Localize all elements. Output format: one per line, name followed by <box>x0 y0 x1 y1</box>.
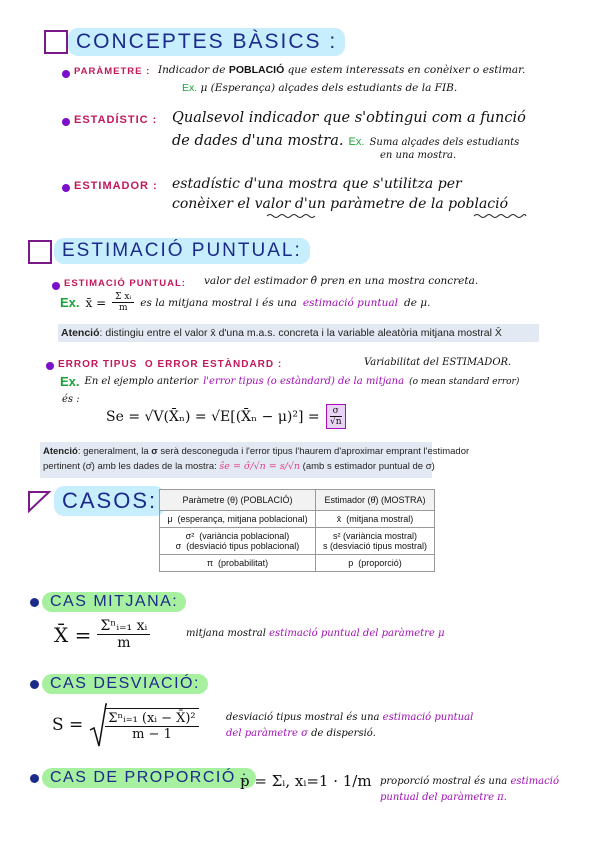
proporcio-colored2: puntual del paràmetre π. <box>380 792 507 803</box>
bullet-icon <box>52 282 60 290</box>
estimacio-ex-colored: estimació puntual <box>302 296 399 309</box>
atencio-box-2 <box>40 442 470 478</box>
error-ex-text-pre: En el ejemplo anterior <box>84 376 199 387</box>
estimacio-definition: valor del estimador θ̂ pren en una mostra concreta. <box>204 275 479 287</box>
bullet-icon <box>30 774 39 783</box>
error-formula <box>106 404 346 429</box>
estimador-line1: estadístic d'una mostra que s'utilitza per <box>172 176 462 192</box>
parametre-text-bold: POBLACIÓ <box>228 64 285 76</box>
estadistic-ex-text: Suma alçades dels estudiants <box>369 137 520 148</box>
estimador-line2: conèixer el valor d'un paràmetre de la població <box>172 196 509 212</box>
estimacio-example <box>60 292 430 313</box>
table-cell: p (proporció) <box>315 555 434 572</box>
term-parametre: PARÀMETRE : <box>74 66 151 77</box>
checkbox-icon <box>28 240 52 264</box>
atencio2-text1: : generalment, la <box>77 446 152 457</box>
atencio2-bold1: Atenció <box>43 446 78 457</box>
bullet-icon <box>46 362 54 370</box>
atencio2-bold2: σ <box>151 446 158 457</box>
section-title-conceptes: CONCEPTES BÀSICS : <box>68 28 345 56</box>
bullet-icon <box>62 118 70 126</box>
estadistic-line2-text: de dades d'una mostra. <box>172 133 344 149</box>
section-title-estimacio: ESTIMACIÓ PUNTUAL: <box>54 238 310 264</box>
term-estadistic: ESTADÍSTIC : <box>74 114 158 126</box>
estadistic-line2 <box>172 130 519 149</box>
atencio2-text2: serà desconeguda i l'error tipus l'haurem d'aproximar emprant l'estimador <box>157 446 470 457</box>
parametre-definition <box>158 64 525 76</box>
atencio1-bold: Atenció <box>61 327 100 339</box>
error-example <box>60 374 519 389</box>
proporcio-formula: p = Σᵢ, xᵢ=1 · 1/m <box>240 772 372 790</box>
bullet-icon <box>30 680 39 689</box>
error-formula-text: Se = √V(X̄ₙ) = √E[(X̄ₙ − μ)²] = <box>106 408 320 425</box>
table-cell: x̄ (mitjana mostral) <box>315 511 434 528</box>
proporcio-colored1: estimació <box>510 776 559 787</box>
error-ex-colored: l'error tipus (o estàndard) de la mitjana <box>203 376 405 387</box>
underline-wavy-icon <box>474 213 526 219</box>
term-estimacio-puntual: ESTIMACIÓ PUNTUAL: <box>64 278 186 289</box>
cas-mitjana-title: CAS MITJANA: <box>42 592 186 612</box>
estimacio-ex-label: Ex. <box>60 295 80 310</box>
mitjana-lhs: X̄ = <box>54 622 92 647</box>
parametre-example <box>182 82 457 94</box>
error-definition: Variabilitat del ESTIMADOR. <box>364 357 512 368</box>
mitjana-colored: estimació puntual del paràmetre μ <box>269 628 445 639</box>
error-boxed-num: σ <box>330 406 342 417</box>
table-cell: σ² (variància poblacional) σ (desviació tipus poblacional) <box>160 528 316 555</box>
desviacio-colored1: estimació puntual <box>382 712 474 723</box>
estimacio-ex-fraction <box>112 292 134 313</box>
section-title-casos: CASOS: <box>54 486 165 516</box>
estimacio-ex-tail: de μ. <box>404 296 431 309</box>
table-row <box>160 528 435 555</box>
cas-desviacio-formula <box>52 702 199 748</box>
estimacio-ex-num: Σ xᵢ <box>112 292 134 303</box>
error-boxed-den: √n <box>329 417 342 427</box>
desviacio-num: Σⁿᵢ₌₁ (xᵢ − X̄)² <box>105 711 198 727</box>
mitjana-text: mitjana mostral <box>186 628 266 639</box>
proporcio-text: proporció mostral és una <box>380 776 508 787</box>
bullet-icon <box>62 70 70 78</box>
error-ex-tail: (o mean standard error) <box>409 376 520 387</box>
cases-table <box>159 489 435 572</box>
cas-proporcio-title: CAS DE PROPORCIÓ : <box>42 768 256 788</box>
cas-desviacio-text <box>226 710 473 742</box>
desviacio-colored2: del paràmetre σ <box>226 728 308 739</box>
atencio2-line2-pre: pertinent (σ̂) amb les dades de la mostra: <box>43 461 217 472</box>
error-formula-boxed <box>326 404 346 429</box>
parametre-text-pre: Indicador de <box>158 64 229 76</box>
bullet-icon <box>30 598 39 607</box>
cas-mitjana-formula <box>54 618 150 651</box>
table-cell: s² (variància mostral) s (desviació tipus mostral) <box>315 528 434 555</box>
parametre-text-post: que estem interessats en conèixer o estimar. <box>284 64 526 76</box>
atencio2-line2-formula: ŝe = σ̂/√n = s/√n <box>219 461 301 472</box>
table-row <box>160 511 435 528</box>
parametre-ex-text: μ (Esperança) alçades dels estudiants de la FIB. <box>200 82 458 94</box>
table-header-estimador: Estimador (θ̂) (MOSTRA) <box>315 490 434 511</box>
estimacio-ex-text: es la mitjana mostral i és una <box>140 296 297 309</box>
atencio-box-1 <box>58 324 539 342</box>
table-header-parametre: Paràmetre (θ) (POBLACIÓ) <box>160 490 316 511</box>
atencio2-line2-post: (amb s estimador puntual de σ) <box>302 461 435 472</box>
desviacio-tail: de dispersió. <box>311 728 376 739</box>
mitjana-den: m <box>117 635 131 651</box>
term-error-tipus: ERROR TIPUS O ERROR ESTÀNDARD : <box>58 359 283 370</box>
parametre-ex-label: Ex. <box>182 82 198 94</box>
estimacio-ex-den: m <box>118 303 128 313</box>
error-ex-label: Ex. <box>60 374 80 389</box>
table-cell: μ (esperança, mitjana poblacional) <box>160 511 316 528</box>
cas-proporcio-text <box>380 774 559 806</box>
desviacio-den: m − 1 <box>132 727 172 742</box>
term-estimador: ESTIMADOR : <box>74 180 158 192</box>
estadistic-ex-text2: en una mostra. <box>380 150 457 161</box>
estadistic-line1: Qualsevol indicador que s'obtingui com a funció <box>172 110 526 126</box>
atencio1-text: : distingiu entre el valor x̄ d'una m.a.s. concreta i la variable aleatòria mitjana mostral X̄ <box>99 327 502 339</box>
underline-wavy-icon <box>267 213 315 219</box>
error-es: és : <box>62 394 80 405</box>
estimacio-ex-lhs: x̄ = <box>85 295 107 310</box>
bullet-icon <box>62 184 70 192</box>
cas-mitjana-text <box>186 628 445 639</box>
desviacio-text: desviació tipus mostral és una <box>226 712 380 723</box>
table-row <box>160 555 435 572</box>
desviacio-lhs: S = <box>52 715 84 735</box>
mitjana-num: Σⁿᵢ₌₁ xᵢ <box>97 618 150 635</box>
estadistic-ex-label: Ex. <box>348 136 365 148</box>
checkbox-icon <box>44 30 68 54</box>
triangle-icon <box>28 490 50 512</box>
cas-desviacio-title: CAS DESVIACIÓ: <box>42 674 208 694</box>
table-cell: π (probabilitat) <box>160 555 316 572</box>
